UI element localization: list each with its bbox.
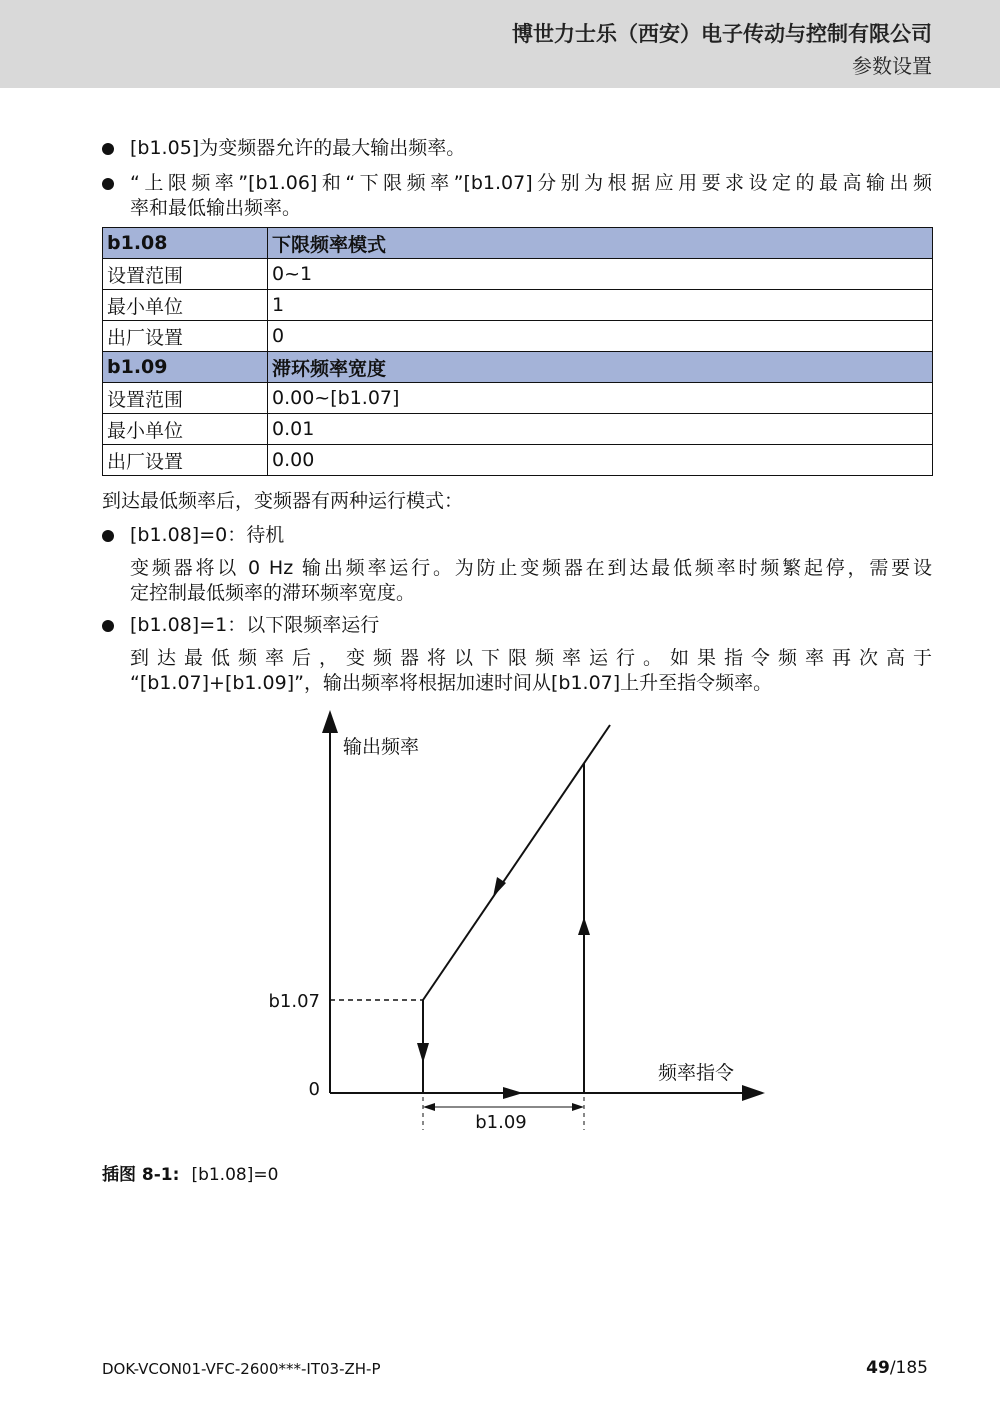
row-label: 出厂设置 — [103, 445, 268, 476]
up-arrow-icon — [578, 917, 590, 935]
table-row — [103, 259, 933, 290]
table-row — [103, 290, 933, 321]
mode0-desc-line2: 定控制最低频率的滞环频率宽度。 — [130, 582, 416, 604]
row-value: 0 — [268, 321, 933, 352]
caption-label: 插图 8-1: — [102, 1165, 180, 1185]
table-row — [103, 445, 933, 476]
row-label: 设置范围 — [103, 259, 268, 290]
dimension-arrow-left-icon — [423, 1103, 435, 1111]
y-axis-label: 输出频率 — [343, 736, 420, 758]
row-value: 1 — [268, 290, 933, 321]
table-row — [103, 321, 933, 352]
figure-caption — [102, 1160, 278, 1185]
row-label: 设置范围 — [103, 383, 268, 414]
b107-level-label: b1.07 — [268, 991, 320, 1012]
down-arrow-icon — [417, 1043, 429, 1063]
param-code: b1.09 — [103, 352, 268, 383]
param-name: 滞环频率宽度 — [268, 352, 933, 383]
table-row — [103, 414, 933, 445]
bullet-text: [b1.08]=1：以下限频率运行 — [130, 614, 380, 636]
total-pages: /185 — [889, 1358, 928, 1378]
x-axis-arrow-icon — [742, 1085, 765, 1101]
parameter-table — [102, 227, 933, 476]
row-label: 最小单位 — [103, 414, 268, 445]
bullet-icon — [102, 178, 114, 190]
row-value: 0~1 — [268, 259, 933, 290]
table-header-row — [103, 352, 933, 383]
y-axis-arrow-icon — [322, 710, 338, 733]
bullet-icon — [102, 143, 114, 155]
param-name: 下限频率模式 — [268, 228, 933, 259]
bullet-text: [b1.05]为变频器允许的最大输出频率。 — [130, 137, 466, 159]
table-header-row — [103, 228, 933, 259]
bullet-icon — [102, 620, 114, 632]
row-label: 出厂设置 — [103, 321, 268, 352]
frequency-ramp-line — [423, 725, 610, 1000]
bullet-text-line2: 率和最低输出频率。 — [130, 197, 302, 219]
mode0-desc-line1: 变频器将以 0 Hz 输出频率运行。为防止变频器在到达最低频率时频繁起停，需要设 — [130, 557, 932, 579]
caption-text: [b1.08]=0 — [191, 1165, 279, 1185]
bullet-icon — [102, 530, 114, 542]
x-axis-label: 频率指令 — [658, 1062, 735, 1084]
b109-width-label: b1.09 — [475, 1112, 527, 1133]
intro-text: 到达最低频率后，变频器有两种运行模式： — [102, 490, 464, 512]
bullet-text: [b1.08]=0：待机 — [130, 524, 285, 546]
current-page: 49 — [866, 1358, 890, 1378]
mode1-desc-line2: “[b1.07]+[b1.09]”，输出频率将根据加速时间从[b1.07]上升至指令频率。 — [130, 672, 773, 694]
row-value: 0.01 — [268, 414, 933, 445]
row-label: 最小单位 — [103, 290, 268, 321]
row-value: 0.00 — [268, 445, 933, 476]
mode1-desc-line1: 到达最低频率后，变频器将以下限频率运行。如果指令频率再次高于 — [130, 647, 932, 669]
section-title: 参数设置 — [852, 54, 932, 78]
table-row — [103, 383, 933, 414]
origin-label: 0 — [308, 1079, 320, 1100]
page-header — [0, 0, 1000, 88]
document-id: DOK-VCON01-VFC-2600***-IT03-ZH-P — [102, 1360, 381, 1378]
param-code: b1.08 — [103, 228, 268, 259]
dimension-arrow-right-icon — [572, 1103, 584, 1111]
company-name: 博世力士乐（西安）电子传动与控制有限公司 — [512, 22, 932, 46]
hysteresis-diagram — [250, 705, 780, 1145]
bullet-text-line1: “上限频率”[b1.06]和“下限频率”[b1.07]分别为根据应用要求设定的最高输出频 — [130, 172, 932, 194]
right-arrow-icon — [503, 1087, 523, 1099]
row-value: 0.00~[b1.07] — [268, 383, 933, 414]
page-number — [866, 1358, 928, 1378]
